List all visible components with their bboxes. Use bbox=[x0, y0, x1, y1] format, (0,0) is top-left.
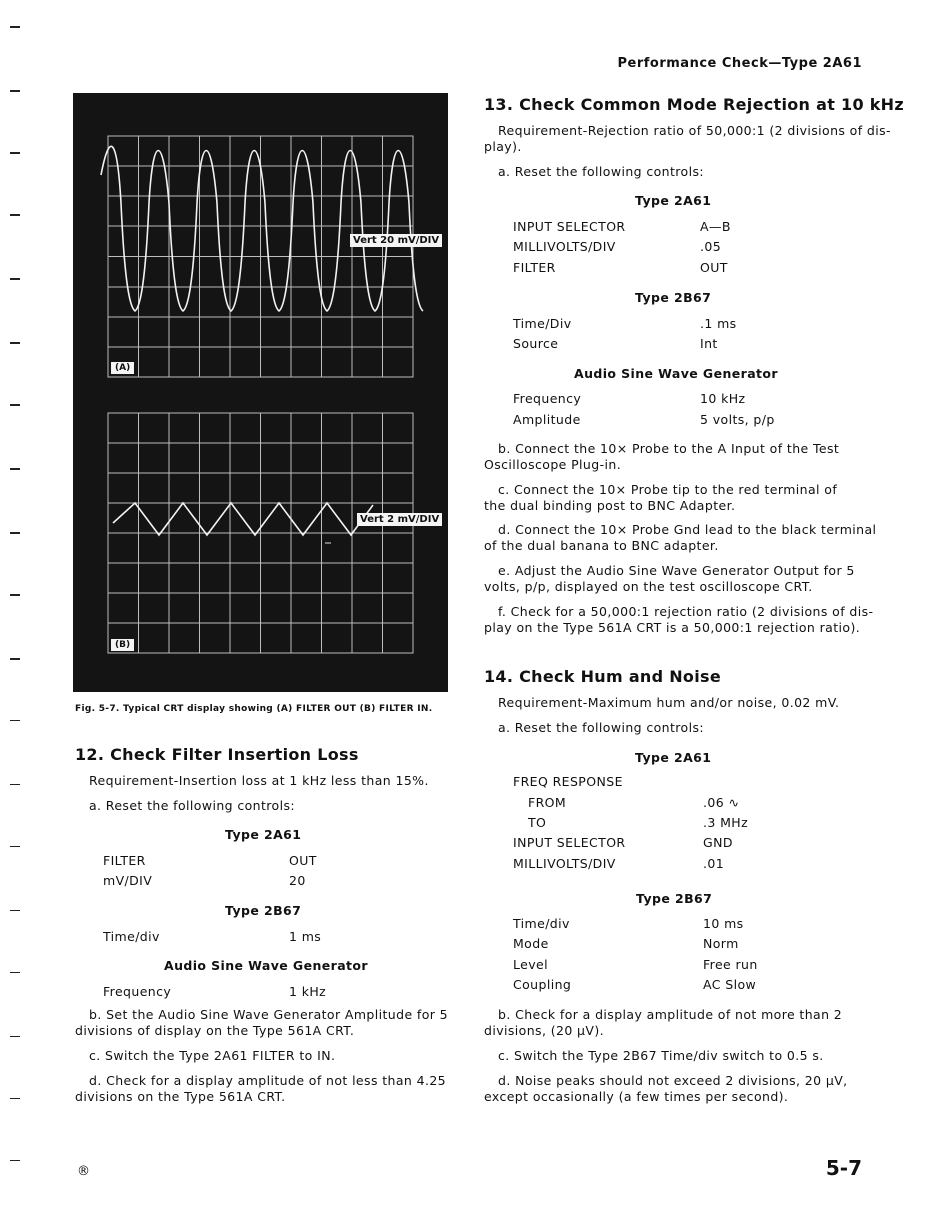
graticule-a bbox=[108, 136, 413, 377]
figure-label-a: (A) bbox=[111, 362, 134, 374]
s14-type-2a61: Type 2A61 bbox=[635, 750, 712, 765]
copyright-mark: ® bbox=[77, 1164, 90, 1179]
margin-mark bbox=[10, 26, 20, 28]
s14-step-d-line2: except occasionally (a few times per second). bbox=[484, 1089, 789, 1104]
margin-mark bbox=[10, 278, 20, 280]
s13-step-b-line1: b. Connect the 10× Probe to the A Input of the Test bbox=[498, 441, 840, 456]
s12-requirement: Requirement-Insertion loss at 1 kHz less than 15%. bbox=[89, 773, 429, 788]
graticule-b bbox=[108, 413, 413, 653]
margin-mark bbox=[10, 910, 20, 911]
margin-mark bbox=[10, 1160, 20, 1161]
margin-mark bbox=[10, 658, 20, 660]
s13-step-b-line2: Oscilloscope Plug-in. bbox=[484, 457, 622, 472]
s13-requirement-line2: play). bbox=[484, 139, 522, 154]
s12-step-d-line2: divisions on the Type 561A CRT. bbox=[75, 1089, 286, 1104]
margin-mark bbox=[10, 532, 20, 534]
page-header: Performance Check—Type 2A61 bbox=[617, 56, 862, 71]
s13-step-d-line2: of the dual banana to BNC adapter. bbox=[484, 538, 719, 553]
s13-type-2b67: Type 2B67 bbox=[635, 290, 712, 305]
margin-mark bbox=[10, 784, 20, 785]
s14-step-b-line2: divisions, (20 µV). bbox=[484, 1023, 605, 1038]
margin-mark bbox=[10, 594, 20, 596]
figure-label-b: (B) bbox=[111, 639, 134, 651]
s13-step-c-line2: the dual binding post to BNC Adapter. bbox=[484, 498, 736, 513]
s13-step-c-line1: c. Connect the 10× Probe tip to the red terminal of bbox=[498, 482, 838, 497]
margin-mark bbox=[10, 404, 20, 406]
s13-audio-generator: Audio Sine Wave Generator bbox=[574, 366, 778, 381]
figure-caption: Fig. 5-7. Typical CRT display showing (A) FILTER OUT (B) FILTER IN. bbox=[75, 704, 433, 714]
s12-type-2b67: Type 2B67 bbox=[225, 903, 302, 918]
vert-label-a: Vert 20 mV/DIV bbox=[350, 234, 442, 247]
s12-step-d-line1: d. Check for a display amplitude of not less than 4.25 bbox=[89, 1073, 447, 1088]
margin-mark bbox=[10, 90, 20, 92]
vert-label-b: Vert 2 mV/DIV bbox=[357, 513, 442, 526]
margin-mark bbox=[10, 846, 20, 847]
s12-step-b-line1: b. Set the Audio Sine Wave Generator Amplitude for 5 bbox=[89, 1007, 449, 1022]
s12-title: 12. Check Filter Insertion Loss bbox=[75, 745, 359, 764]
crt-display bbox=[73, 93, 448, 692]
margin-mark bbox=[10, 342, 20, 344]
s14-requirement: Requirement-Maximum hum and/or noise, 0.02 mV. bbox=[498, 695, 840, 710]
s14-step-c: c. Switch the Type 2B67 Time/div switch to 0.5 s. bbox=[498, 1048, 824, 1063]
s14-step-b-line1: b. Check for a display amplitude of not more than 2 bbox=[498, 1007, 843, 1022]
s13-step-f-line1: f. Check for a 50,000:1 rejection ratio (2 divisions of dis- bbox=[498, 604, 874, 619]
s14-step-a: a. Reset the following controls: bbox=[498, 720, 705, 735]
s12-step-c: c. Switch the Type 2A61 FILTER to IN. bbox=[89, 1048, 336, 1063]
s13-title: 13. Check Common Mode Rejection at 10 kHz bbox=[484, 95, 904, 114]
s13-requirement-line1: Requirement-Rejection ratio of 50,000:1 (2 divisions of dis- bbox=[498, 123, 891, 138]
s12-step-a: a. Reset the following controls: bbox=[89, 798, 296, 813]
page-number: 5-7 bbox=[825, 1156, 862, 1180]
margin-mark bbox=[10, 152, 20, 154]
crt-photo bbox=[73, 93, 448, 692]
trace-b bbox=[113, 503, 373, 535]
s13-step-a: a. Reset the following controls: bbox=[498, 164, 705, 179]
margin-mark bbox=[10, 468, 20, 470]
s13-step-d-line1: d. Connect the 10× Probe Gnd lead to the black terminal bbox=[498, 522, 877, 537]
margin-mark bbox=[10, 972, 20, 973]
s12-type-2a61: Type 2A61 bbox=[225, 827, 302, 842]
s14-title: 14. Check Hum and Noise bbox=[484, 667, 721, 686]
margin-mark bbox=[10, 214, 20, 216]
s13-step-e-line2: volts, p/p, displayed on the test oscilloscope CRT. bbox=[484, 579, 813, 594]
s13-type-2a61: Type 2A61 bbox=[635, 193, 712, 208]
s12-audio-generator: Audio Sine Wave Generator bbox=[164, 958, 368, 973]
margin-mark bbox=[10, 1098, 20, 1099]
s13-step-e-line1: e. Adjust the Audio Sine Wave Generator Output for 5 bbox=[498, 563, 855, 578]
s12-step-b-line2: divisions of display on the Type 561A CRT. bbox=[75, 1023, 355, 1038]
s14-step-d-line1: d. Noise peaks should not exceed 2 divisions, 20 µV, bbox=[498, 1073, 848, 1088]
margin-mark bbox=[10, 1036, 20, 1037]
margin-mark bbox=[10, 720, 20, 721]
s13-step-f-line2: play on the Type 561A CRT is a 50,000:1 rejection ratio). bbox=[484, 620, 861, 635]
trace-a bbox=[101, 146, 423, 311]
s14-type-2b67: Type 2B67 bbox=[636, 891, 713, 906]
